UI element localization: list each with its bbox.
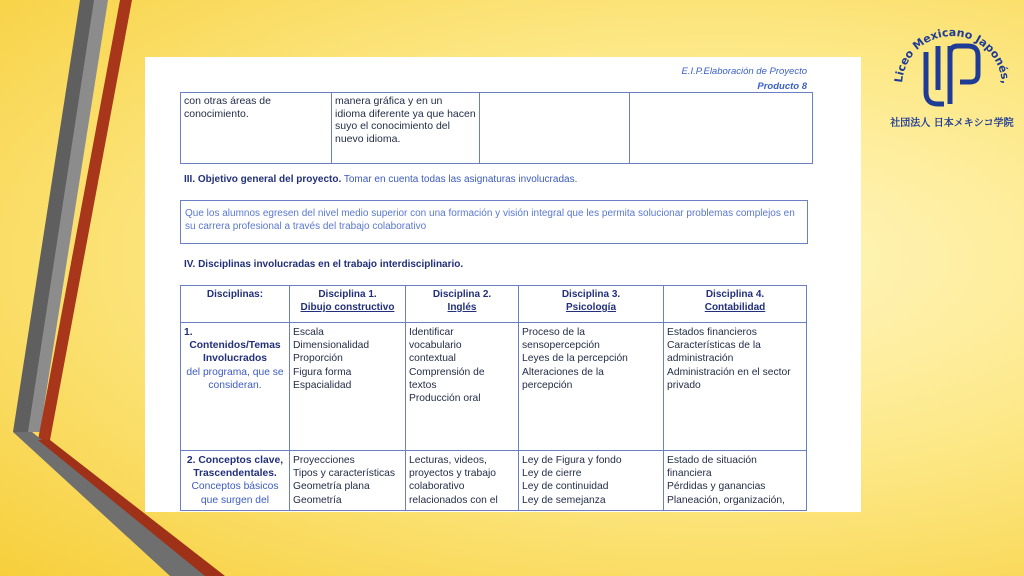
cell <box>480 93 630 164</box>
cell-line: Características de la <box>667 340 761 352</box>
objective-box: Que los alumnos egresen del nivel medio superior con una formación y visión integral que les permita solucionar problemas complejos en su carrera profesional a través del trabajo colaborativo <box>180 200 808 244</box>
header-sub: Inglés <box>447 302 477 313</box>
logo-emblem-icon <box>926 46 978 104</box>
cell <box>664 451 807 511</box>
cell-line: Espacialidad <box>293 379 352 391</box>
cell-line: Escala <box>293 327 324 338</box>
cell-line: Identificar <box>409 327 454 338</box>
cell: manera gráfica y en un idioma diferente ya que hacen suyo el conocimiento del nuevo idioma. <box>332 93 480 164</box>
cell-line: relacionados con el <box>409 494 498 506</box>
header-disciplina-4 <box>664 286 807 323</box>
section-iv-heading <box>184 259 463 270</box>
cell-line: percepción <box>522 379 573 391</box>
cell-line: proyectos y trabajo <box>409 468 496 480</box>
header-disciplina-2 <box>406 286 519 323</box>
section-iii-text: Tomar en cuenta todas las asignaturas involucradas. <box>343 174 578 185</box>
cell-line: sensopercepción <box>522 340 600 352</box>
cell-line: Ley de cierre <box>522 468 582 480</box>
row-head-bold: Contenidos/Temas Involucrados <box>189 340 281 365</box>
row-head-normal: Conceptos básicos que surgen del <box>191 481 279 506</box>
cell-line: Leyes de la percepción <box>522 353 628 365</box>
header-disciplina-3 <box>519 286 664 323</box>
header-disciplina-1 <box>290 286 406 323</box>
document-page <box>145 57 861 512</box>
cell-line: Producción oral <box>409 393 481 405</box>
cell-line: Ley de Figura y fondo <box>522 455 622 466</box>
cell-line: Ley de semejanza <box>522 494 606 506</box>
cell-line: Alteraciones de la <box>522 366 604 378</box>
cell-line: Planeación, organización, <box>667 494 785 506</box>
cell-line: Comprensión de <box>409 366 485 378</box>
row-head-normal: del programa, que se consideran. <box>186 366 284 391</box>
continuation-table <box>180 92 813 164</box>
header-disciplinas <box>181 286 290 323</box>
cell-line: privado <box>667 379 701 391</box>
section-iv-title: IV. Disciplinas involucradas en el trabajo interdisciplinario. <box>184 259 464 270</box>
cell-line: Lecturas, videos, <box>409 455 487 466</box>
doc-header-title: E.I.P.Elaboración de Proyecto <box>681 66 807 77</box>
cell <box>519 451 664 511</box>
cell-line: Tipos y características <box>293 468 396 480</box>
row-head-conceptos <box>181 451 290 511</box>
svg-text:Liceo Mexicano Japonés, A.C.: Liceo Mexicano Japonés, <box>892 25 1012 85</box>
cell <box>664 323 807 451</box>
header-label: Disciplinas: <box>206 289 264 300</box>
header-sub: Dibujo constructivo <box>300 302 395 313</box>
cell-line: Proceso de la <box>522 327 585 338</box>
doc-header-product: Producto 8 <box>757 81 807 92</box>
cell-line: Figura forma <box>293 366 352 378</box>
header-label: Disciplina 2. <box>432 289 492 300</box>
cell-line: Pérdidas y ganancias <box>667 481 766 493</box>
section-iii-heading <box>184 174 577 185</box>
cell: con otras áreas de conocimiento. <box>181 93 332 164</box>
row-head-bold: 2. Conceptos clave, Trascendentales. <box>186 455 284 480</box>
cell <box>406 323 519 451</box>
svg-text:社団法人 日本メキシコ学院: 社団法人 日本メキシコ学院 <box>890 118 1014 129</box>
header-label: Disciplina 1. <box>318 289 377 300</box>
cell-line: financiera <box>667 468 712 480</box>
cell-line: colaborativo <box>409 481 465 493</box>
cell <box>290 451 406 511</box>
disciplines-table <box>180 285 807 511</box>
cell-line: Geometría <box>293 494 342 506</box>
header-label: Disciplina 3. <box>561 289 621 300</box>
cell-line: administración <box>667 353 734 365</box>
cell <box>406 451 519 511</box>
section-iii-title: III. Objetivo general del proyecto. <box>184 174 342 185</box>
table-row <box>181 93 813 164</box>
row-head-contenidos <box>181 323 290 451</box>
cell-line: vocabulario <box>409 340 462 352</box>
stripe-gray-light <box>28 0 108 432</box>
cell-line: Estado de situación <box>667 455 757 466</box>
cell <box>630 93 813 164</box>
cell-line: contextual <box>409 353 456 365</box>
header-label: Disciplina 4. <box>705 289 765 300</box>
row-num: 1. <box>184 327 193 338</box>
header-sub: Contabilidad <box>704 302 766 313</box>
cell-line: Dimensionalidad <box>293 340 370 352</box>
cell-line: Geometría plana <box>293 481 370 493</box>
cell-line: textos <box>409 379 437 391</box>
table-row <box>181 451 807 511</box>
cell <box>519 323 664 451</box>
school-logo <box>888 14 1016 136</box>
cell-line: Estados financieros <box>667 327 757 338</box>
cell-line: Proyecciones <box>293 455 355 466</box>
table-header-row <box>181 286 807 323</box>
table-row <box>181 323 807 451</box>
cell <box>290 323 406 451</box>
cell-line: Proporción <box>293 353 343 365</box>
header-sub: Psicología <box>565 302 616 313</box>
cell-line: Administración en el sector <box>667 366 791 378</box>
cell-line: Ley de continuidad <box>522 481 609 493</box>
